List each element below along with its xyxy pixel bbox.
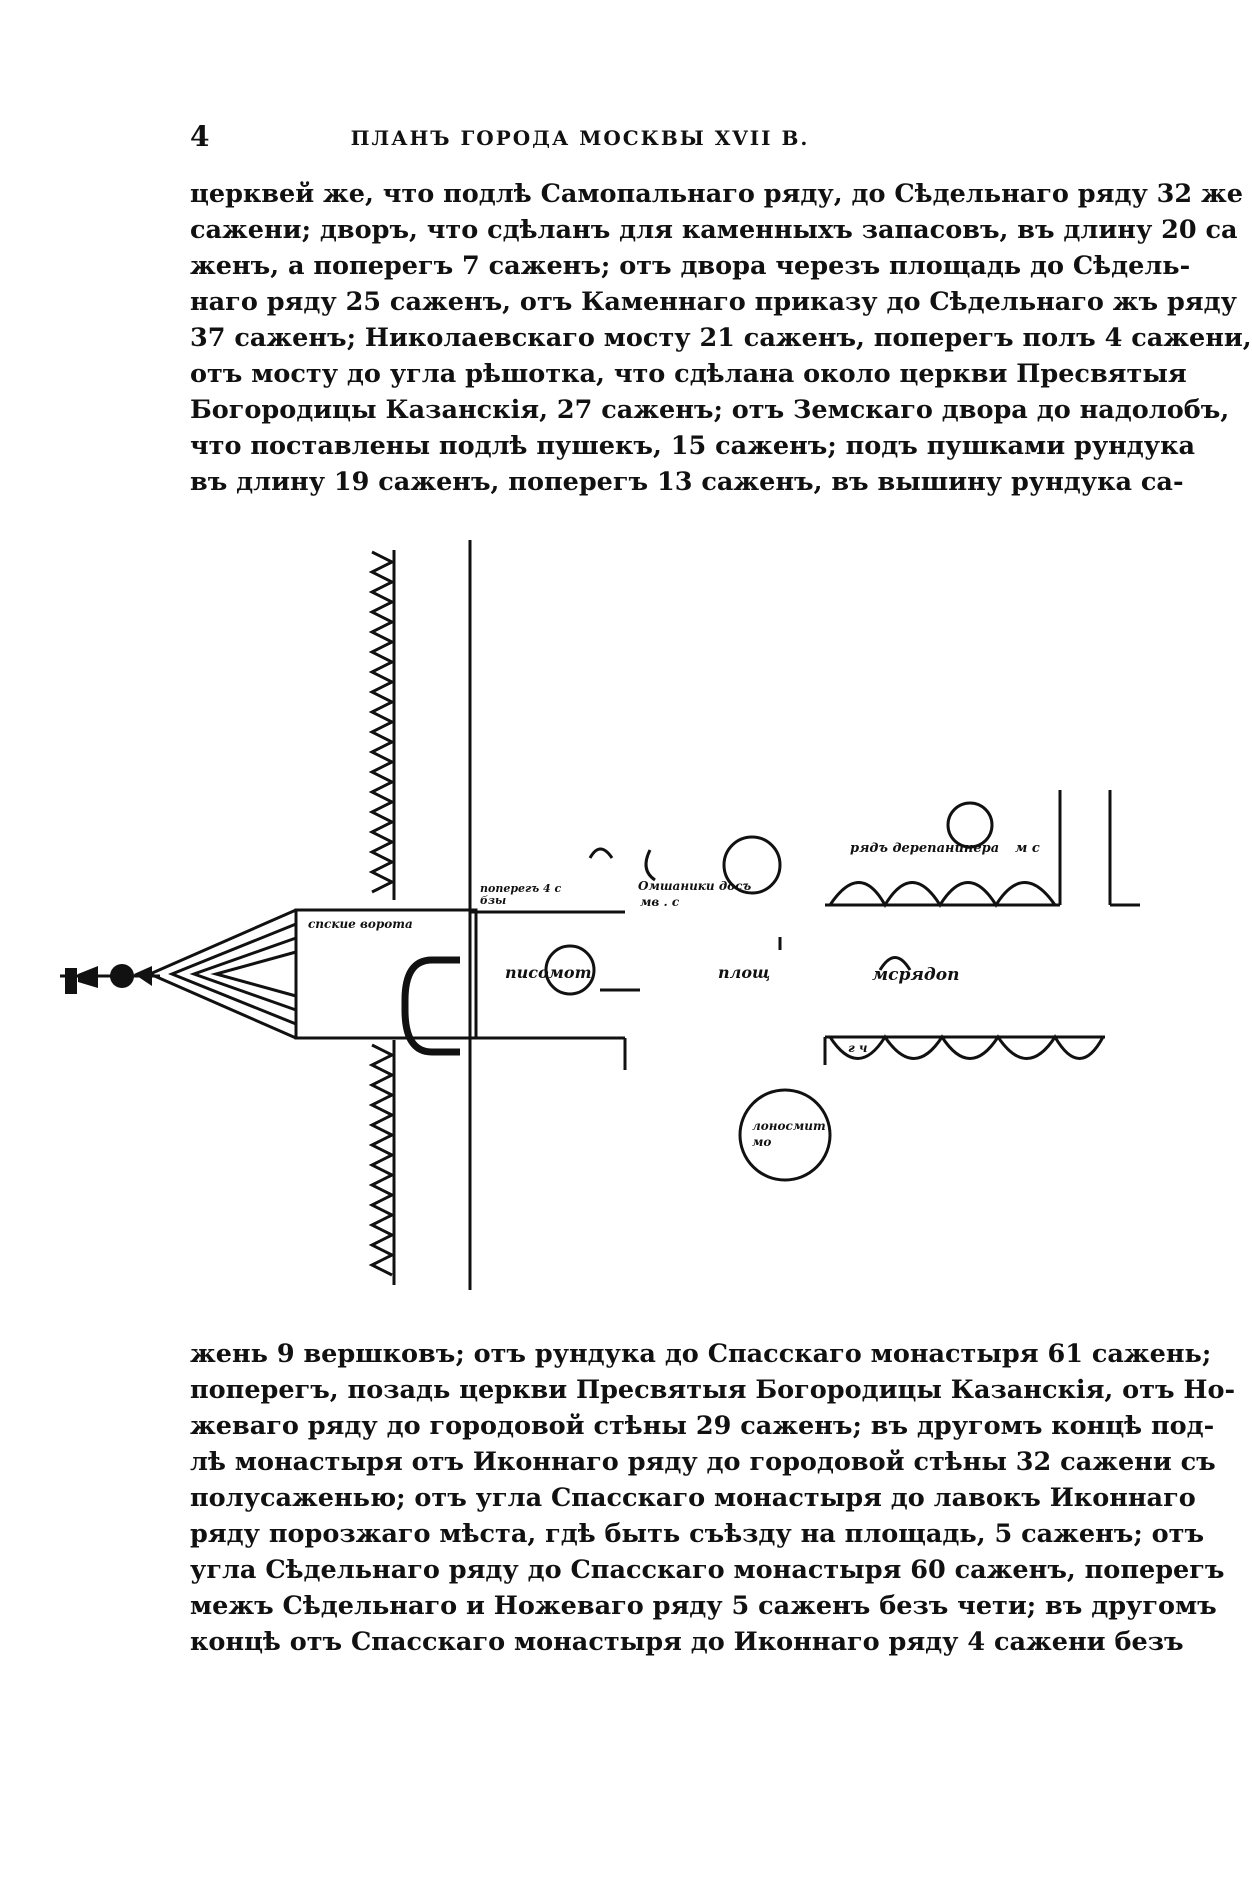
label-square: площ bbox=[718, 963, 771, 982]
label-gate: спские ворота bbox=[308, 917, 413, 931]
page-number: 4 bbox=[190, 120, 210, 153]
label-row-bottom: г ч bbox=[848, 1041, 868, 1055]
text-line: 37 саженъ; Николаевскаго мосту 21 саженъ, поперегъ полъ 4 сажени, bbox=[190, 323, 1252, 353]
tower-symbol bbox=[60, 964, 160, 994]
label-monastery: лоносмит bbox=[752, 1119, 826, 1133]
label-omshaniki: Омшаники досъ bbox=[638, 879, 752, 893]
label-pisomot: писомот bbox=[505, 963, 592, 982]
label-bridge: поперегъ 4 с bbox=[480, 882, 562, 895]
text-line: наго ряду 25 саженъ, отъ Каменнаго приказу до Сѣдельнаго жъ ряду bbox=[190, 287, 1237, 317]
text-line: что поставлены подлѣ пушекъ, 15 саженъ; подъ пушками рундука bbox=[190, 431, 1196, 461]
text-line: угла Сѣдельнаго ряду до Спасскаго монастыря 60 саженъ, поперегъ bbox=[190, 1555, 1225, 1585]
running-title: ПЛАНЪ ГОРОДА МОСКВЫ XVII В. bbox=[350, 126, 810, 150]
text-line: ряду порозжаго мѣста, гдѣ быть съѣзду на площадь, 5 саженъ; отъ bbox=[190, 1519, 1205, 1549]
text-line: межъ Сѣдельнаго и Ножеваго ряду 5 саженъ безъ чети; въ другомъ bbox=[190, 1591, 1217, 1621]
text-line: въ длину 19 саженъ, поперегъ 13 саженъ, въ вышину рундука са- bbox=[190, 467, 1184, 497]
text-line: лѣ монастыря отъ Иконнаго ряду до городовой стѣны 32 сажени съ bbox=[190, 1447, 1216, 1477]
text-line: сажени; дворъ, что сдѣланъ для каменныхъ запасовъ, въ длину 20 са bbox=[190, 215, 1238, 245]
text-line: жеваго ряду до городовой стѣны 29 саженъ; въ другомъ концѣ под- bbox=[190, 1411, 1215, 1441]
text-line: концѣ отъ Спасскаго монастыря до Иконнаго ряду 4 сажени безъ bbox=[190, 1627, 1184, 1657]
text-line: церквей же, что подлѣ Самопальнаго ряду, до Сѣдельнаго ряду 32 же bbox=[190, 179, 1243, 209]
text-line: отъ мосту до угла рѣшотка, что сдѣлана около церкви Пресвятыя bbox=[190, 359, 1187, 389]
text-line: женъ, а поперегъ 7 саженъ; отъ двора черезъ площадь до Сѣдель- bbox=[190, 251, 1191, 281]
text-line: жень 9 вершковъ; отъ рундука до Спасскаго монастыря 61 сажень; bbox=[190, 1339, 1212, 1369]
page-header bbox=[190, 120, 930, 160]
label-bridge-2: бзы bbox=[480, 894, 507, 907]
label-row-top-num: м с bbox=[1015, 841, 1040, 856]
text-block-top bbox=[190, 176, 1252, 500]
text-block-bottom bbox=[190, 1336, 1236, 1660]
text-line: поперегъ, позадь церкви Пресвятыя Богородицы Казанскія, отъ Но- bbox=[190, 1375, 1236, 1405]
crenellation-lower bbox=[372, 1045, 392, 1275]
row-top-arches bbox=[830, 883, 1055, 906]
label-gate-house: мсрядоп bbox=[872, 965, 960, 985]
label-row-top: рядъ дерепанинера bbox=[850, 841, 1000, 856]
label-omshaniki-num: мв . с bbox=[640, 895, 680, 909]
text-line: полусаженью; отъ угла Спасскаго монастыря до лавокъ Иконнаго bbox=[190, 1483, 1196, 1513]
row-bottom-arches bbox=[830, 1037, 1103, 1059]
city-plan-figure bbox=[0, 540, 1140, 1300]
text-line: Богородицы Казанскія, 27 саженъ; отъ Земскаго двора до надолобъ, bbox=[190, 395, 1230, 425]
city-plan-drawing bbox=[0, 540, 1140, 1300]
label-monastery-2: мо bbox=[752, 1135, 772, 1149]
crenellation-upper bbox=[372, 552, 392, 892]
